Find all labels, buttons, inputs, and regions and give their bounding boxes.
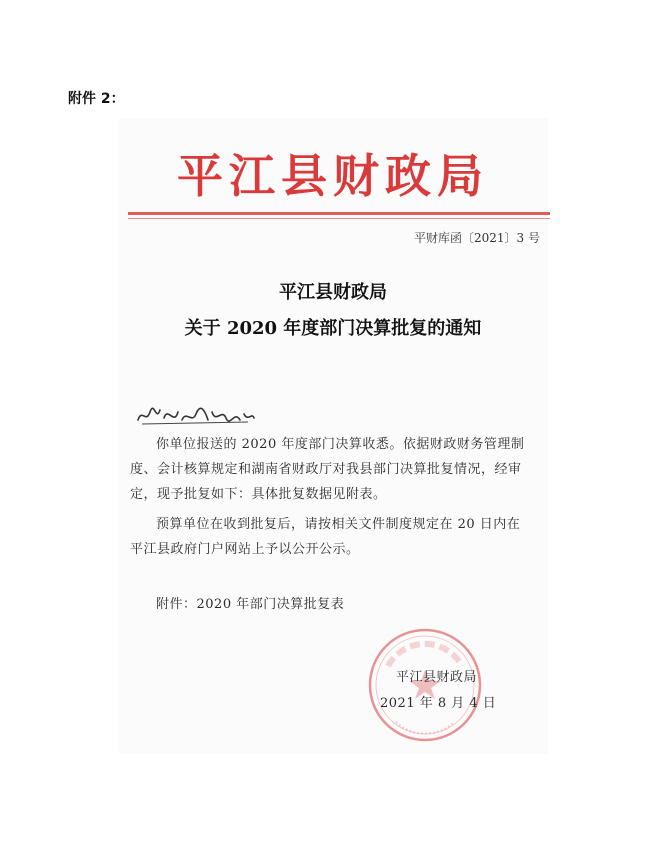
notice-title-line2: 关于 2020 年度部门决算批复的通知 bbox=[184, 318, 482, 339]
body-paragraph-1: 你单位报送的 2020 年度部门决算收悉。依据财政财务管理制度、会计核算规定和湖南省财政厅对我县部门决算批复情况，经审定，现予批复如下：具体批复数据见附表。 bbox=[130, 437, 525, 502]
body-paragraph-2: 预算单位在收到批复后，请按相关文件制度规定在 20 日内在平江县政府门户网站上予以公开公示。 bbox=[130, 517, 521, 557]
letterhead-rule bbox=[128, 212, 550, 215]
signing-date: 2021 年 8 月 4 日 bbox=[380, 696, 497, 711]
official-seal-stamp bbox=[366, 626, 484, 744]
attachment-label: 附件 2： bbox=[68, 91, 125, 107]
letterhead-title: 平江县财政局 bbox=[177, 149, 489, 203]
attachment-reference: 附件：2020 年部门决算批复表 bbox=[156, 597, 345, 612]
signing-organization: 平江县财政局 bbox=[396, 670, 478, 685]
document-number: 平财库函〔2021〕3 号 bbox=[414, 231, 540, 245]
letterhead-rule-thin bbox=[128, 218, 550, 219]
handwritten-recipient-signature bbox=[136, 404, 256, 428]
notice-title-line1: 平江县财政局 bbox=[279, 282, 387, 303]
